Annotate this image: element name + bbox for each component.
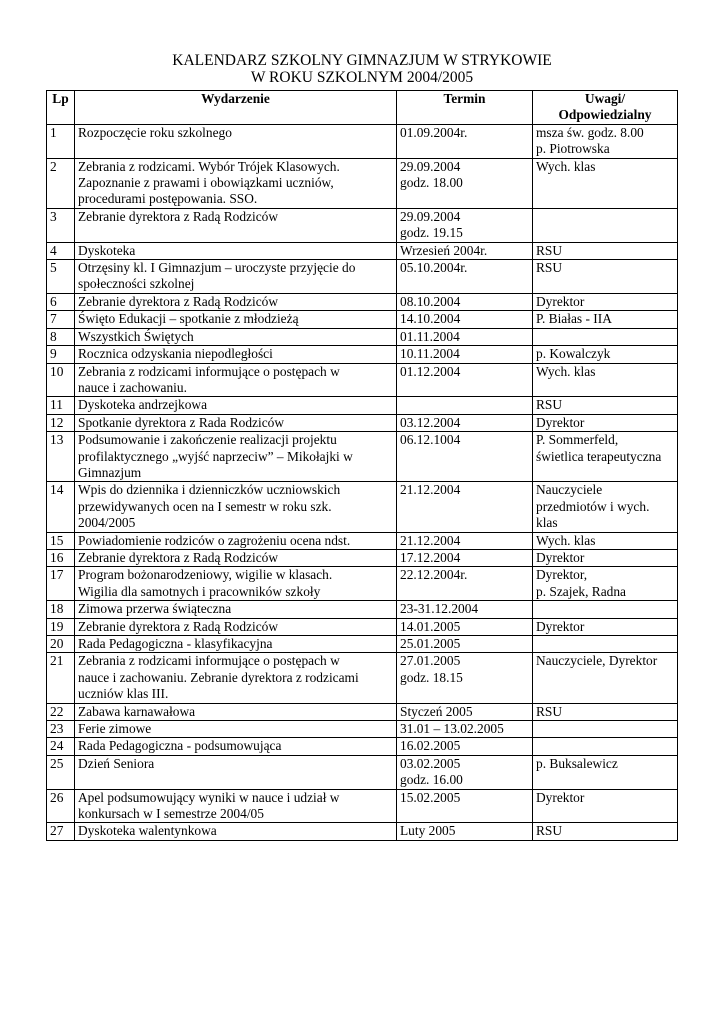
row-notes-line: p. Piotrowska (536, 141, 610, 157)
row-event (75, 549, 397, 566)
table-row (47, 636, 678, 653)
row-lp: 22 (47, 703, 75, 720)
row-date (397, 328, 533, 345)
row-date-line: 01.11.2004 (400, 328, 460, 344)
row-lp: 1 (47, 124, 75, 158)
row-event (75, 124, 397, 158)
table-row (47, 397, 678, 414)
table-row (47, 721, 678, 738)
row-date-line: 05.10.2004r. (400, 260, 468, 276)
row-date-line: 25.01.2005 (400, 636, 461, 651)
row-date-line: 17.12.2004 (400, 549, 461, 565)
row-date-line: 29.09.2004 (400, 208, 461, 224)
row-date-line: 31.01 – 13.02.2005 (400, 721, 504, 737)
row-event-line: Zebranie dyrektora z Radą Rodziców (78, 549, 279, 565)
row-event-line: Rada Pedagogiczna - podsumowująca (78, 738, 282, 754)
table-row (47, 618, 678, 635)
table-row (47, 738, 678, 755)
row-notes (533, 311, 678, 328)
row-event (75, 482, 397, 532)
row-notes-line: RSU (536, 397, 563, 413)
row-notes (533, 482, 678, 532)
row-lp: 25 (47, 755, 75, 789)
title-line-2: W ROKU SZKOLNYM 2004/2005 (250, 69, 474, 86)
table-row (47, 208, 678, 242)
header-notes (533, 91, 678, 125)
row-date (397, 755, 533, 789)
row-notes-line: p. Kowalczyk (536, 346, 611, 362)
row-date (397, 242, 533, 259)
row-event-line: Święto Edukacji – spotkanie z młodzieżą (78, 311, 299, 327)
row-date-line: 16.02.2005 (400, 738, 461, 754)
row-notes (533, 703, 678, 720)
row-event (75, 601, 397, 618)
row-notes (533, 549, 678, 566)
row-event (75, 158, 397, 208)
row-lp: 26 (47, 789, 75, 823)
row-event-line: Zimowa przerwa świąteczna (78, 601, 232, 617)
row-event-line: Wszystkich Świętych (78, 328, 194, 344)
row-date-line: 08.10.2004 (400, 293, 461, 309)
row-notes-line: Nauczyciele (536, 482, 603, 498)
row-event-line: przewidywanych ocen na I semestr w roku szk. (78, 498, 332, 514)
row-date (397, 432, 533, 482)
row-date-line: 23-31.12.2004 (400, 601, 479, 617)
row-date (397, 363, 533, 397)
table-row (47, 703, 678, 720)
row-lp: 13 (47, 432, 75, 482)
row-lp: 8 (47, 328, 75, 345)
row-event (75, 618, 397, 635)
row-event (75, 346, 397, 363)
row-notes (533, 293, 678, 310)
row-event-line: Rocznica odzyskania niepodległości (78, 346, 273, 362)
row-lp: 20 (47, 636, 75, 653)
table-row (47, 311, 678, 328)
row-notes-line: Dyrektor (536, 789, 585, 805)
row-event-line: nauce i zachowaniu. Zebranie dyrektora z rodzicami (78, 669, 359, 685)
row-date-line: godz. 18.00 (400, 175, 463, 191)
school-calendar-table (46, 90, 678, 841)
row-notes (533, 124, 678, 158)
row-event (75, 738, 397, 755)
table-row (47, 346, 678, 363)
row-date (397, 721, 533, 738)
row-event-line: Gimnazjum (78, 464, 142, 480)
row-lp: 15 (47, 532, 75, 549)
row-notes (533, 242, 678, 259)
row-date (397, 260, 533, 294)
row-notes (533, 532, 678, 549)
row-lp: 9 (47, 346, 75, 363)
row-notes (533, 823, 678, 840)
row-date (397, 311, 533, 328)
row-event (75, 721, 397, 738)
row-notes-line: p. Buksalewicz (536, 755, 618, 771)
row-notes-line: przedmiotów i wych. (536, 498, 650, 514)
row-date (397, 549, 533, 566)
table-row (47, 158, 678, 208)
row-event (75, 432, 397, 482)
row-event-line: Spotkanie dyrektora z Rada Rodziców (78, 414, 285, 430)
row-event-line: Podsumowanie i zakończenie realizacji projektu (78, 432, 337, 448)
table-row (47, 653, 678, 703)
row-event-line: 2004/2005 (78, 515, 136, 531)
row-date-line: 27.01.2005 (400, 653, 461, 669)
row-event-line: profilaktycznego „wyjść naprzeciw” – Mikołajki w (78, 448, 353, 464)
row-lp: 27 (47, 823, 75, 840)
row-date-line: godz. 16.00 (400, 772, 463, 788)
row-event-line: Zebrania z rodzicami. Wybór Trójek Klasowych. (78, 158, 340, 174)
row-notes (533, 158, 678, 208)
row-event-line: Zebranie dyrektora z Radą Rodziców (78, 618, 279, 634)
table-row (47, 823, 678, 840)
row-event-line: Powiadomienie rodziców o zagrożeniu ocena ndst. (78, 532, 351, 548)
row-event-line: konkursach w I semestrze 2004/05 (78, 806, 264, 822)
row-lp: 18 (47, 601, 75, 618)
row-date (397, 738, 533, 755)
row-date-line: 06.12.1004 (400, 432, 461, 448)
row-lp: 10 (47, 363, 75, 397)
row-date-line: Wrzesień 2004r. (400, 242, 488, 258)
row-date-line: 01.12.2004 (400, 363, 461, 379)
row-notes-line: Wych. klas (536, 532, 596, 548)
row-event (75, 397, 397, 414)
row-lp: 5 (47, 260, 75, 294)
table-row (47, 532, 678, 549)
row-date-line: Luty 2005 (400, 823, 456, 839)
row-lp: 21 (47, 653, 75, 703)
table-row (47, 549, 678, 566)
row-notes (533, 208, 678, 242)
row-event-line: Wpis do dziennika i dzienniczków uczniowskich (78, 482, 341, 498)
table-body (47, 124, 678, 840)
row-lp: 2 (47, 158, 75, 208)
row-lp: 16 (47, 549, 75, 566)
row-event-line: Dyskoteka andrzejkowa (78, 397, 208, 413)
row-event-line: nauce i zachowaniu. (78, 379, 187, 395)
row-notes-line: Dyrektor (536, 549, 585, 565)
row-date (397, 789, 533, 823)
header-date: Termin (397, 91, 533, 125)
row-lp: 14 (47, 482, 75, 532)
row-notes-line: klas (536, 515, 558, 531)
row-lp: 4 (47, 242, 75, 259)
row-notes (533, 260, 678, 294)
row-notes (533, 653, 678, 703)
table-row (47, 293, 678, 310)
table-row (47, 567, 678, 601)
row-notes-line: Dyrektor (536, 293, 585, 309)
row-notes-line: świetlica terapeutyczna (536, 448, 662, 464)
row-date (397, 532, 533, 549)
row-lp: 17 (47, 567, 75, 601)
row-date-line: 14.10.2004 (400, 311, 461, 327)
table-row (47, 260, 678, 294)
row-notes-line: Wych. klas (536, 363, 596, 379)
row-event (75, 311, 397, 328)
row-notes-line: RSU (536, 823, 563, 839)
row-date-line: 29.09.2004 (400, 158, 461, 174)
row-event-line: Ferie zimowe (78, 721, 152, 737)
table-row (47, 755, 678, 789)
row-event-line: Zebranie dyrektora z Radą Rodziców (78, 293, 279, 309)
row-date-line: 15.02.2005 (400, 789, 461, 805)
row-notes (533, 618, 678, 635)
table-row (47, 482, 678, 532)
table-row (47, 789, 678, 823)
row-notes-line: p. Szajek, Radna (536, 583, 626, 599)
row-notes (533, 789, 678, 823)
row-date (397, 124, 533, 158)
row-event-line: procedurami postępowania. SSO. (78, 191, 258, 207)
row-notes-line: RSU (536, 242, 563, 258)
row-notes-line: Dyrektor (536, 618, 585, 634)
row-date (397, 823, 533, 840)
row-date (397, 482, 533, 532)
row-event (75, 242, 397, 259)
header-lp: Lp (47, 91, 75, 125)
row-date-line: godz. 19.15 (400, 225, 463, 241)
row-date-line: 14.01.2005 (400, 618, 461, 634)
row-event-line: Rozpoczęcie roku szkolnego (78, 124, 232, 140)
row-event (75, 755, 397, 789)
row-notes (533, 414, 678, 431)
row-date-line: 10.11.2004 (400, 346, 460, 362)
row-event (75, 653, 397, 703)
row-notes (533, 601, 678, 618)
row-notes (533, 636, 678, 653)
row-date-line: 21.12.2004 (400, 482, 461, 498)
row-date-line: 01.09.2004r. (400, 124, 468, 140)
row-event (75, 293, 397, 310)
row-event (75, 532, 397, 549)
row-notes (533, 363, 678, 397)
row-date-line: Styczeń 2005 (400, 703, 473, 719)
row-date (397, 653, 533, 703)
row-date (397, 397, 533, 414)
row-lp: 24 (47, 738, 75, 755)
row-date (397, 346, 533, 363)
row-date (397, 414, 533, 431)
row-date-line: 21.12.2004 (400, 532, 461, 548)
table-row (47, 414, 678, 431)
row-notes (533, 432, 678, 482)
row-event-line: społeczności szkolnej (78, 276, 195, 292)
row-event-line: Rada Pedagogiczna - klasyfikacyjna (78, 636, 273, 651)
row-event-line: uczniów klas III. (78, 686, 169, 702)
header-notes-line-1: Uwagi/ (584, 91, 626, 106)
row-date (397, 601, 533, 618)
row-event (75, 328, 397, 345)
row-lp: 6 (47, 293, 75, 310)
row-notes (533, 721, 678, 738)
row-date (397, 636, 533, 653)
row-notes (533, 328, 678, 345)
row-notes-line: Wych. klas (536, 158, 596, 174)
row-notes-line: Nauczyciele, Dyrektor (536, 653, 658, 669)
row-event-line: Dyskoteka walentynkowa (78, 823, 217, 839)
title-line-1: KALENDARZ SZKOLNY GIMNAZJUM W STRYKOWIE (172, 52, 552, 69)
row-event (75, 567, 397, 601)
row-event-line: Zebranie dyrektora z Radą Rodziców (78, 208, 279, 224)
row-event (75, 636, 397, 653)
row-date (397, 293, 533, 310)
row-event-line: Zapoznanie z prawami i obowiązkami uczniów, (78, 175, 334, 191)
header-row (47, 91, 678, 125)
row-event (75, 414, 397, 431)
row-event-line: Zebrania z rodzicami informujące o postępach w (78, 653, 340, 669)
table-row (47, 432, 678, 482)
row-notes-line: Dyrektor (536, 414, 585, 430)
table-row (47, 242, 678, 259)
row-event-line: Program bożonarodzeniowy, wigilie w klasach. (78, 567, 333, 583)
row-notes-line: RSU (536, 703, 563, 719)
row-lp: 19 (47, 618, 75, 635)
row-event-line: Zabawa karnawałowa (78, 703, 196, 719)
header-notes-line-2: Odpowiedzialny (558, 107, 652, 123)
row-notes-line: P. Białas - IIA (536, 311, 612, 327)
row-lp: 11 (47, 397, 75, 414)
row-date (397, 208, 533, 242)
row-event-line: Zebrania z rodzicami informujące o postępach w (78, 363, 340, 379)
row-date (397, 567, 533, 601)
document-title (0, 52, 724, 86)
row-event-line: Apel podsumowujący wyniki w nauce i udział w (78, 789, 340, 805)
row-lp: 12 (47, 414, 75, 431)
row-notes-line: msza św. godz. 8.00 (536, 124, 644, 140)
row-event (75, 703, 397, 720)
table-row (47, 601, 678, 618)
row-date-line: 22.12.2004r. (400, 567, 468, 583)
row-notes (533, 567, 678, 601)
row-notes-line: P. Sommerfeld, (536, 432, 619, 448)
row-notes (533, 755, 678, 789)
row-date (397, 703, 533, 720)
row-date (397, 158, 533, 208)
row-date (397, 618, 533, 635)
row-date-line: 03.12.2004 (400, 414, 461, 430)
row-notes (533, 397, 678, 414)
row-event-line: Otrzęsiny kl. I Gimnazjum – uroczyste przyjęcie do (78, 260, 356, 276)
row-event-line: Wigilia dla samotnych i pracowników szkoły (78, 583, 321, 599)
row-notes-line: RSU (536, 260, 563, 276)
row-date-line: godz. 18.15 (400, 669, 463, 685)
row-event (75, 363, 397, 397)
row-event (75, 789, 397, 823)
row-notes (533, 346, 678, 363)
row-notes (533, 738, 678, 755)
row-event (75, 260, 397, 294)
table-row (47, 124, 678, 158)
table-row (47, 363, 678, 397)
row-lp: 7 (47, 311, 75, 328)
row-event-line: Dzień Seniora (78, 755, 155, 771)
row-lp: 23 (47, 721, 75, 738)
table-row (47, 328, 678, 345)
row-date-line: 03.02.2005 (400, 755, 461, 771)
row-notes-line: Dyrektor, (536, 567, 588, 583)
row-event (75, 823, 397, 840)
row-event-line: Dyskoteka (78, 242, 136, 258)
header-event: Wydarzenie (75, 91, 397, 125)
row-event (75, 208, 397, 242)
row-lp: 3 (47, 208, 75, 242)
